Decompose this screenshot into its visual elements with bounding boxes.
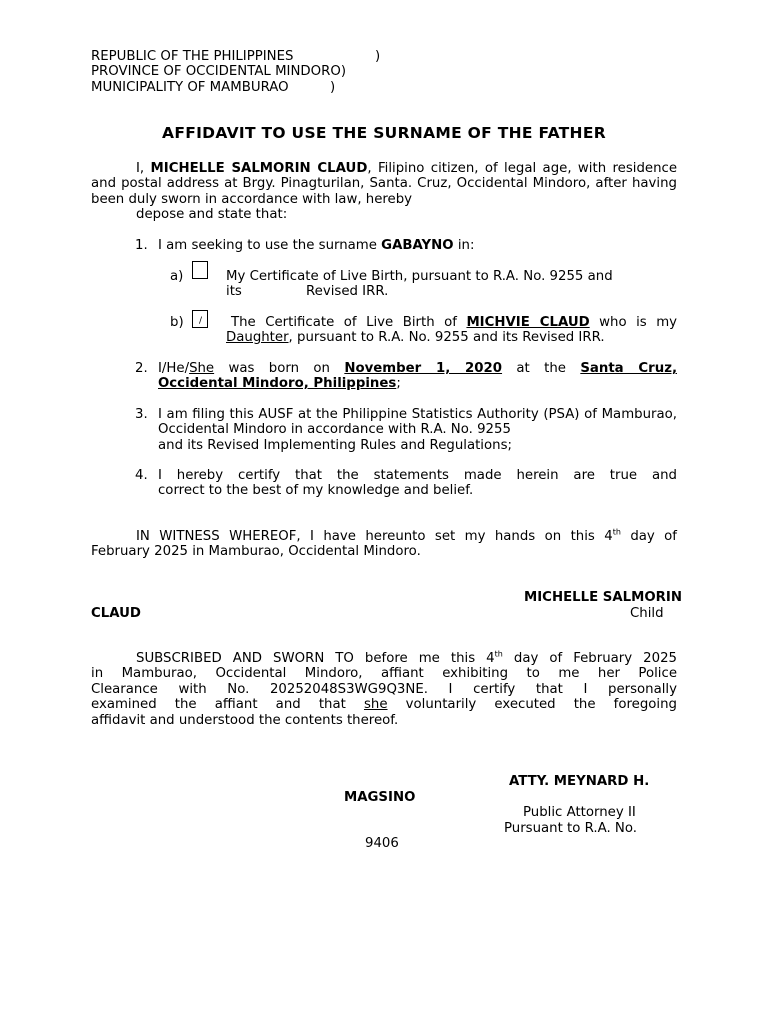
intro-last: depose and state that: [136,207,288,223]
item2-mid2: at the [502,361,581,376]
birth-date: November 1, 2020 [344,361,503,376]
page-title: AFFIDAVIT TO USE THE SURNAME OF THE FATHER [162,124,606,142]
jurat-paragraph [91,651,677,728]
item2-line2 [158,376,401,391]
item1-number: 1. [135,238,148,253]
witness-pre: IN WITNESS WHEREOF, I have hereunto set my hands on this 4 [136,529,613,544]
option-b-pre: The Certificate of Live Birth of [231,315,467,330]
item2-pre: I/He/ [158,361,190,376]
signatory-name-2: CLAUD [91,606,141,621]
birth-place-2: Occidental Mindoro, Philippines [158,376,397,391]
witness-paragraph [91,529,677,560]
item1-pre: I am seeking to use the surname [158,238,382,253]
jurat-pronoun: she [363,697,388,713]
intro-paragraph [91,161,677,223]
option-a-checkbox [192,261,208,279]
header-province: PROVINCE OF OCCIDENTAL MINDORO) [91,64,347,79]
jurat-line4-pre: examined the affiant and that [91,697,364,713]
jurat-line5: affidavit and understood the contents thereof. [91,712,399,728]
header-paren-3: ) [330,80,336,95]
item3-body: I am filing this AUSF at the Philippine Statistics Authority (PSA) of Mamburao, Occidental Mindoro in accordance with R.A. No. 9255 [158,407,677,438]
intro-pre: I, [136,161,151,176]
item3-number: 3. [135,407,148,422]
header-paren-1: ) [375,49,381,64]
jurat-post: day of February 2025 [502,651,677,666]
option-b-line1 [231,315,677,330]
signatory-name-1: MICHELLE SALMORIN [524,590,682,605]
attorney-pursuant: Pursuant to R.A. No. [504,821,638,836]
witness-last: February 2025 in Mamburao, Occidental Mindoro. [91,544,421,560]
item2-line1 [158,361,677,376]
jurat-line4-post: voluntarily executed the foregoing [387,697,677,713]
option-b-line2 [226,330,605,345]
signatory-role: Child [630,606,664,621]
item2-mid: was born on [214,361,345,376]
item4-last: correct to the best of my knowledge and belief. [158,483,474,499]
birth-place-1: Santa Cruz, [580,361,677,376]
witness-post: day of [620,529,677,544]
item4-number: 4. [135,468,148,483]
item1-text [158,238,474,253]
father-surname: GABAYNO [381,238,454,253]
jurat-sup: th [494,649,503,659]
jurat-line3: Clearance with No. 20252048S3WG9Q3NE. I certify that I personally [91,681,677,697]
item3-text [158,407,677,453]
item4-text [158,468,677,499]
option-a-line1: My Certificate of Live Birth, pursuant to R.A. No. 9255 and [226,269,613,284]
jurat-line2: in Mamburao, Occidental Mindoro, affiant exhibiting to me her Police [91,666,677,682]
item2-end: ; [396,376,401,391]
item1-post: in: [453,238,475,253]
jurat-pre: SUBSCRIBED AND SWORN TO before me this 4 [136,651,495,666]
option-a-irr: Revised IRR. [306,284,389,299]
attorney-name-2: MAGSINO [344,790,416,805]
item2-number: 2. [135,361,148,376]
attorney-title: Public Attorney II [523,805,636,820]
relationship: Daughter [226,330,289,345]
option-a-text [226,269,677,284]
option-b-line2-post: , pursuant to R.A. No. 9255 and its Revised IRR. [288,330,605,345]
affiant-name: MICHELLE SALMORIN CLAUD [150,161,368,176]
option-b-label: b) [170,315,184,330]
attorney-name-1: ATTY. MEYNARD H. [509,774,650,789]
header-municipality: MUNICIPALITY OF MAMBURAO [91,80,289,95]
item2-pronoun: She [189,361,215,376]
option-a-its: its [226,284,242,299]
option-b-post: who is my [589,315,678,330]
witness-sup: th [612,527,621,537]
option-b-check-mark: / [199,316,203,326]
item3-last: and its Revised Implementing Rules and Regulations; [158,437,512,453]
header-republic: REPUBLIC OF THE PHILIPPINES [91,49,294,64]
item4-body: I hereby certify that the statements made herein are true and [158,468,677,483]
option-a-label: a) [170,269,184,284]
child-name: MICHVIE CLAUD [466,315,590,330]
intro-rest: , Filipino citizen, of legal age, with residence and postal address at Brgy. Pinagturilan, Santa. Cruz, Occidental Mindoro, after having been duly sworn in accordance with law, hereby [91,161,677,207]
attorney-ra-number: 9406 [365,836,399,851]
